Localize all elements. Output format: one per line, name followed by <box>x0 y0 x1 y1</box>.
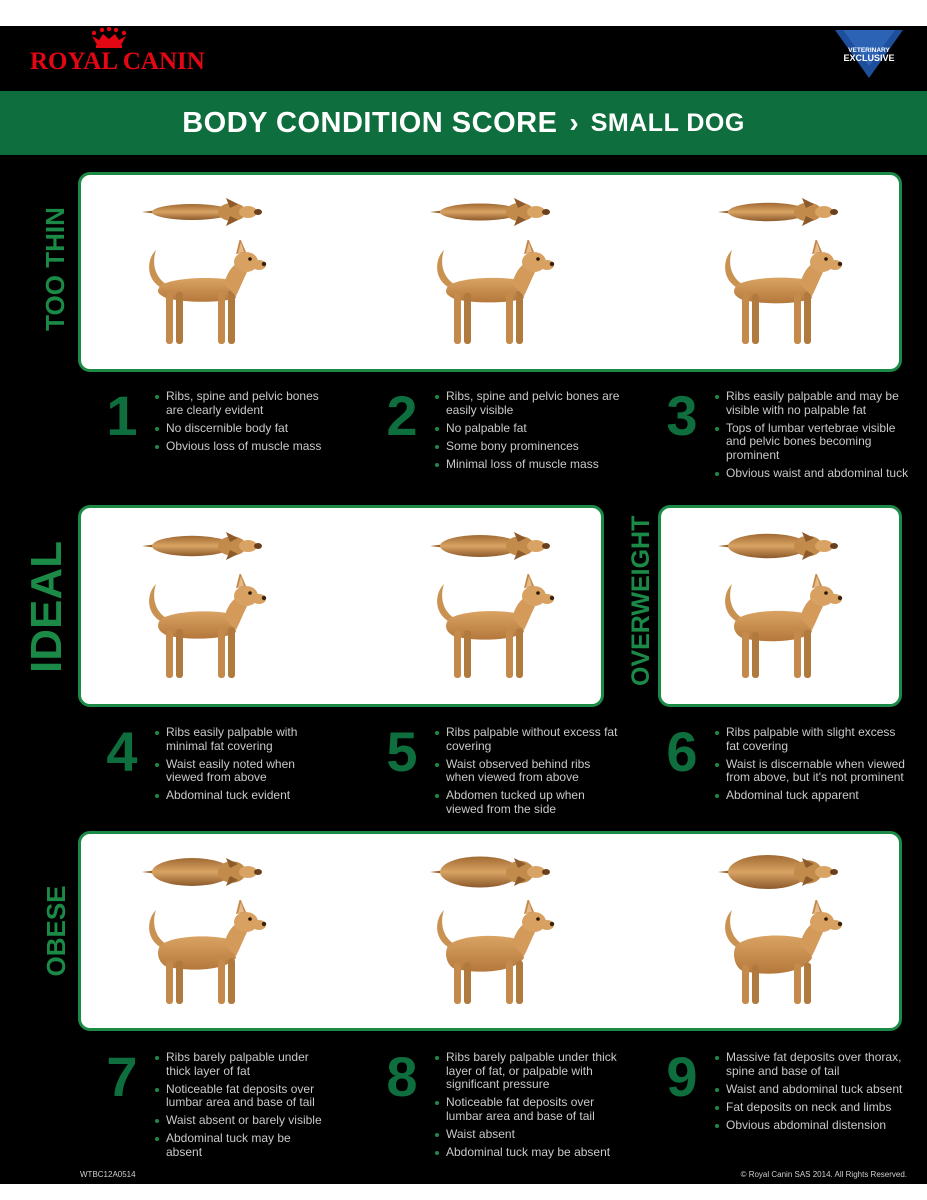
score-number: 9 <box>666 1045 698 1108</box>
dog-side-view-2 <box>428 240 558 355</box>
score-block-9 <box>660 1045 910 1137</box>
score-number: 8 <box>386 1045 418 1108</box>
criteria-list <box>704 1051 910 1137</box>
chevron-right-icon: › <box>569 107 579 138</box>
score-number: 2 <box>386 384 418 447</box>
score-number: 5 <box>386 720 418 783</box>
criteria-item: Ribs, spine and pelvic bones are easily visible <box>434 390 620 417</box>
dog-top-view-8 <box>428 850 558 894</box>
criteria-item: Obvious abdominal distension <box>714 1119 910 1133</box>
criteria-list <box>424 726 620 821</box>
criteria-item: Fat deposits on neck and limbs <box>714 1101 910 1115</box>
criteria-item: Ribs easily palpable and may be visible with no palpable fat <box>714 390 910 417</box>
criteria-item: Ribs easily palpable with minimal fat covering <box>154 726 330 753</box>
score-block-8 <box>380 1045 620 1164</box>
vet-line2: EXCLUSIVE <box>843 53 895 63</box>
score-block-4 <box>100 720 330 807</box>
royal-canin-logo-text: ROYAL CANIN <box>30 48 205 75</box>
dog-top-view-5 <box>428 524 558 568</box>
crown-icon <box>88 27 130 49</box>
score-block-3 <box>660 384 910 485</box>
copyright-notice: © Royal Canin SAS 2014. All Rights Reserved. <box>740 1170 907 1179</box>
criteria-item: Waist easily noted when viewed from above <box>154 758 330 785</box>
dog-top-view-1 <box>140 190 270 234</box>
page-title: BODY CONDITION SCORE <box>182 106 558 139</box>
criteria-item: Obvious waist and abdominal tuck <box>714 467 910 481</box>
score-number: 6 <box>666 720 698 783</box>
score-number: 4 <box>106 720 138 783</box>
criteria-list <box>144 726 330 807</box>
dog-top-view-6 <box>716 524 846 568</box>
score-number: 7 <box>106 1045 138 1108</box>
criteria-list <box>424 390 620 476</box>
criteria-item: Noticeable fat deposits over lumbar area and base of tail <box>434 1096 620 1123</box>
score-block-6 <box>660 720 910 807</box>
dog-side-view-7 <box>140 900 270 1015</box>
document-code: WTBC12A0514 <box>80 1170 136 1179</box>
criteria-item: Waist absent <box>434 1128 620 1142</box>
criteria-list <box>704 390 910 485</box>
category-label-overweight: OVERWEIGHT <box>627 515 655 686</box>
dog-side-view-1 <box>140 240 270 355</box>
criteria-item: Waist absent or barely visible <box>154 1114 330 1128</box>
criteria-item: Massive fat deposits over thorax, spine and base of tail <box>714 1051 910 1078</box>
criteria-item: Waist and abdominal tuck absent <box>714 1083 910 1097</box>
page-subtitle: SMALL DOG <box>590 108 745 137</box>
criteria-item: Tops of lumbar vertebrae visible and pelvic bones becoming prominent <box>714 422 910 463</box>
category-label-obese: OBESE <box>41 885 71 977</box>
dog-top-view-3 <box>716 190 846 234</box>
score-block-2 <box>380 384 620 476</box>
criteria-item: Abdomen tucked up when viewed from the side <box>434 789 620 816</box>
category-label-too-thin: TOO THIN <box>40 207 70 331</box>
criteria-item: Ribs, spine and pelvic bones are clearly evident <box>154 390 330 417</box>
score-number: 1 <box>106 384 138 447</box>
criteria-list <box>144 390 330 458</box>
dog-side-view-3 <box>716 240 846 355</box>
criteria-list <box>144 1051 330 1164</box>
dog-top-view-7 <box>140 850 270 894</box>
dog-top-view-9 <box>716 850 846 894</box>
dog-side-view-4 <box>140 574 270 689</box>
title-band <box>0 91 927 155</box>
dog-top-view-2 <box>428 190 558 234</box>
score-block-5 <box>380 720 620 821</box>
score-block-1 <box>100 384 330 458</box>
criteria-item: Ribs barely palpable under thick layer of fat <box>154 1051 330 1078</box>
criteria-item: Ribs palpable with slight excess fat covering <box>714 726 910 753</box>
criteria-item: Abdominal tuck may be absent <box>154 1132 330 1159</box>
criteria-item: Waist observed behind ribs when viewed from above <box>434 758 620 785</box>
criteria-item: Obvious loss of muscle mass <box>154 440 330 454</box>
criteria-item: Abdominal tuck evident <box>154 789 330 803</box>
criteria-list <box>424 1051 620 1164</box>
criteria-item: Noticeable fat deposits over lumbar area and base of tail <box>154 1083 330 1110</box>
criteria-item: Abdominal tuck apparent <box>714 789 910 803</box>
category-label-ideal: IDEAL <box>22 541 71 673</box>
criteria-list <box>704 726 910 807</box>
dog-side-view-9 <box>716 900 846 1015</box>
vet-line1: VETERINARY <box>848 47 890 54</box>
criteria-item: Ribs palpable without excess fat covering <box>434 726 620 753</box>
criteria-item: Waist is discernable when viewed from above, but it's not prominent <box>714 758 910 785</box>
criteria-item: Some bony prominences <box>434 440 620 454</box>
dog-top-view-4 <box>140 524 270 568</box>
veterinary-exclusive-logo <box>833 28 905 80</box>
score-number: 3 <box>666 384 698 447</box>
criteria-item: Ribs barely palpable under thick layer of fat, or palpable with significant pressure <box>434 1051 620 1092</box>
dog-side-view-5 <box>428 574 558 689</box>
criteria-item: Minimal loss of muscle mass <box>434 458 620 472</box>
score-block-7 <box>100 1045 330 1164</box>
criteria-item: No discernible body fat <box>154 422 330 436</box>
dog-side-view-6 <box>716 574 846 689</box>
criteria-item: No palpable fat <box>434 422 620 436</box>
criteria-item: Abdominal tuck may be absent <box>434 1146 620 1160</box>
dog-side-view-8 <box>428 900 558 1015</box>
